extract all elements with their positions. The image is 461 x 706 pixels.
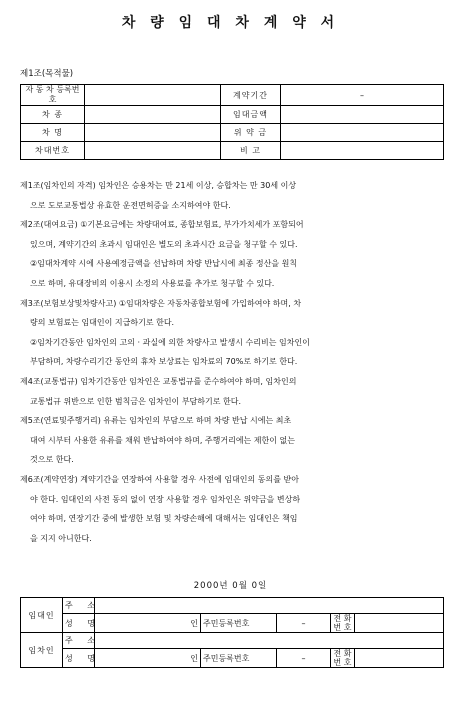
- lessee-address-label: 주 소: [63, 633, 95, 649]
- vehicle-name-label: 차 명: [21, 124, 85, 142]
- lessor-phone-value[interactable]: [355, 614, 444, 633]
- vehicle-name-value[interactable]: [85, 124, 221, 142]
- table-row: [21, 598, 444, 614]
- table-row: [21, 142, 444, 160]
- lessor-id-value[interactable]: –: [277, 614, 331, 633]
- contract-period-value[interactable]: –: [281, 85, 444, 106]
- table-row: [21, 614, 444, 633]
- contract-period-label: 계약기간: [221, 85, 281, 106]
- lessee-address-value[interactable]: [95, 633, 444, 649]
- lessor-id-label: 주민등록번호: [201, 614, 277, 633]
- clause-line: 으로 도로교통법상 유효한 운전면허증을 소지하여야 한다.: [30, 200, 231, 210]
- clause-line: 을 지지 아니한다.: [30, 533, 92, 543]
- table-row: [21, 124, 444, 142]
- table-row: [21, 85, 444, 106]
- clause-line: ②임차기간동안 임차인의 고의 · 과실에 의한 차량사고 발생시 수리비는 임차인이: [30, 337, 310, 347]
- registration-number-label: 자 동 차 등록번호: [21, 85, 85, 106]
- chassis-number-value[interactable]: [85, 142, 221, 160]
- vehicle-info-table: [20, 84, 444, 160]
- clause-line: 있으며, 계약기간의 초과시 임대인은 별도의 초과시간 요금을 청구할 수 있다.: [30, 239, 298, 249]
- contract-clauses: [20, 176, 445, 548]
- penalty-label: 위 약 금: [221, 124, 281, 142]
- lessor-address-value[interactable]: [95, 598, 444, 614]
- clause-line: 량의 보험료는 임대인이 지급하기로 한다.: [30, 318, 175, 328]
- clause-line: 제1조(임차인의 자격) 임차인은 승용차는 만 21세 이상, 승합차는 만 30세 이상: [20, 181, 297, 190]
- lessor-seal-mark[interactable]: 인: [95, 614, 201, 633]
- vehicle-type-label: 차 종: [21, 106, 85, 124]
- remarks-label: 비 고: [221, 142, 281, 160]
- clause-line: 여야 하며, 연장기간 중에 발생한 보험 및 차량손해에 대해서는 임대인은 책임: [30, 514, 298, 524]
- lessee-name-label: 성 명: [63, 649, 95, 668]
- lessee-id-label: 주민등록번호: [201, 649, 277, 668]
- lessor-phone-label: 전 화 번 호: [331, 614, 355, 633]
- lessee-label: 임차인: [21, 633, 63, 668]
- rent-amount-label: 임대금액: [221, 106, 281, 124]
- chassis-number-label: 차대번호: [21, 142, 85, 160]
- clause-line: 제6조(계약연장) 계약기간을 연장하여 사용할 경우 사전에 임대인의 동의를 받아: [20, 474, 299, 484]
- clause-line: ②임대차계약 시에 사용예정금액을 선납하며 차량 반납시에 최종 정산을 원칙: [30, 259, 298, 269]
- penalty-value[interactable]: [281, 124, 444, 142]
- lessor-address-label: 주 소: [63, 598, 95, 614]
- lessee-phone-label: 전 화 번 호: [331, 649, 355, 668]
- clause-line: 것으로 한다.: [30, 455, 74, 465]
- registration-number-value[interactable]: [85, 85, 221, 106]
- rent-amount-value[interactable]: [281, 106, 444, 124]
- section-label-article1: 제1조(목적물): [20, 69, 74, 79]
- clause-line: 부담하며, 차량수리기간 동안의 휴차 보상료는 임차료의 70%로 하기로 한다.: [30, 357, 298, 367]
- table-row: [21, 649, 444, 668]
- contract-date: 2000년 0월 0일: [193, 581, 268, 591]
- clause-line: 제4조(교통법규) 임차기간동안 임차인은 교통법규를 준수하여야 하며, 임차인의: [20, 376, 297, 386]
- clause-line: 제2조(대여요금) ①기본요금에는 차량대여료, 종합보험료, 부가가치세가 포함되어: [20, 220, 304, 230]
- clause-line: 제5조(연료및주행거리) 유류는 임차인의 부담으로 하며 차량 반납 시에는 최초: [20, 416, 292, 426]
- table-row: [21, 633, 444, 649]
- lessee-phone-value[interactable]: [355, 649, 444, 668]
- lessor-name-label: 성 명: [63, 614, 95, 633]
- clause-line: 야 한다. 임대인의 사전 동의 없이 연장 사용할 경우 임차인은 위약금을 변상하: [30, 494, 301, 504]
- clause-line: 으로 하며, 유대장비의 이용시 소정의 사용료를 추가로 청구할 수 있다.: [30, 278, 275, 288]
- lessee-id-value[interactable]: –: [277, 649, 331, 668]
- clause-line: 대여 시부터 사용한 유류를 채워 반납하여야 하며, 주행거리에는 제한이 없는: [30, 435, 295, 445]
- table-row: [21, 106, 444, 124]
- lessor-label: 임대인: [21, 598, 63, 633]
- clause-line: 제3조(보험보상및차량사고) ①임대차량은 자동차종합보험에 가입하여야 하며, 차: [20, 298, 302, 308]
- clause-line: 교통법규 위반으로 인한 범칙금은 임차인이 부담하기로 한다.: [30, 396, 241, 406]
- remarks-value[interactable]: [281, 142, 444, 160]
- contract-title: 차 량 임 대 차 계 약 서: [121, 15, 340, 31]
- signature-table: [20, 597, 444, 668]
- lessee-seal-mark[interactable]: 인: [95, 649, 201, 668]
- vehicle-type-value[interactable]: [85, 106, 221, 124]
